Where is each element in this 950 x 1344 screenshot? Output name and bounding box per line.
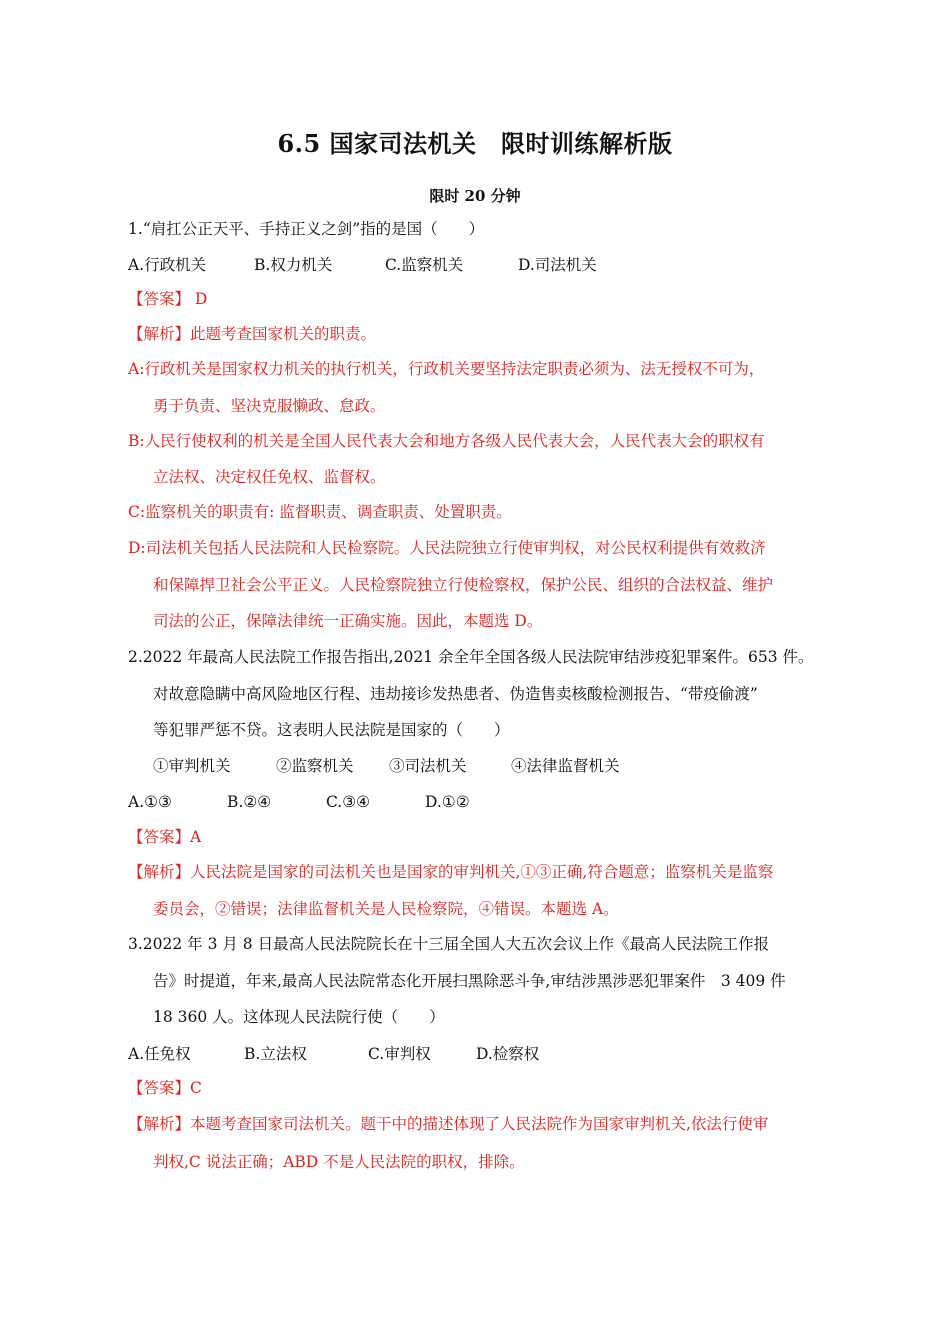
q2-option-b: B.②④ <box>227 793 272 811</box>
q1-option-c: C.监察机关 <box>385 256 464 274</box>
q1-analysis-line: 司法的公正，保障法律统一正确实施。因此，本题选 D。 <box>153 612 543 630</box>
q3-answer: 【答案】C <box>128 1079 202 1097</box>
q2-analysis-line: 委员会，②错误；法律监督机关是人民检察院，④错误。本题选 A。 <box>153 900 619 918</box>
q2-stem-line: 对故意隐瞒中高风险地区行程、违劫接诊发热患者、伪造售卖核酸检测报告、“带疫偷渡” <box>153 685 758 703</box>
q2-stem-line: 等犯罪严惩不贷。这表明人民法院是国家的（ ） <box>153 721 510 739</box>
q1-analysis-line: 勇于负责、坚决克服懒政、怠政。 <box>153 397 386 415</box>
q1-answer: 【答案】 D <box>128 290 208 308</box>
q1-option-a: A.行政机关 <box>128 256 207 274</box>
q1-analysis-line: 和保障捍卫社会公平正义。人民检察院独立行使检察权，保护公民、组织的合法权益、维护 <box>153 576 774 594</box>
page-title: 6.5 国家司法机关 限时训练解析版 <box>277 129 673 158</box>
q1-analysis-line: A:行政机关是国家权力机关的执行机关，行政机关要坚持法定职责必须为、法无授权不可为， <box>128 360 765 378</box>
q3-analysis-line: 判权,C 说法正确；ABD 不是人民法院的职权，排除。 <box>153 1153 525 1171</box>
q2-items <box>153 756 620 776</box>
q1-analysis-line: D:司法机关包括人民法院和人民检察院。人民法院独立行使审判权，对公民权利提供有效救济 <box>128 539 766 557</box>
q2-item: ①审判机关 <box>153 757 231 775</box>
q2-item: ④法律监督机关 <box>511 757 620 775</box>
q1-options <box>128 255 597 275</box>
q1-option-d: D.司法机关 <box>518 256 597 274</box>
q2-item: ③司法机关 <box>389 757 467 775</box>
q1-analysis-line: B:人民行使权利的机关是全国人民代表大会和地方各级人民代表大会，人民代表大会的职权有 <box>128 432 765 450</box>
q2-options <box>128 792 470 812</box>
q2-option-d: D.①② <box>425 793 470 811</box>
q2-item: ②监察机关 <box>276 757 354 775</box>
q2-stem-line: 2.2022 年最高人民法院工作报告指出,2021 余全年全国各级人民法院审结涉疫犯罪案件。653 件。 <box>128 648 814 666</box>
q3-stem-line: 18 360 人。这体现人民法院行使（ ） <box>153 1008 445 1026</box>
q3-option-d: D.检察权 <box>476 1045 540 1063</box>
q3-option-c: C.审判权 <box>368 1045 431 1063</box>
q3-options <box>128 1044 539 1064</box>
q1-analysis-line: C:监察机关的职责有: 监督职责、调查职责、处置职责。 <box>128 503 512 521</box>
q2-option-a: A.①③ <box>128 793 172 811</box>
q2-analysis-line: 【解析】人民法院是国家的司法机关也是国家的审判机关,①③正确,符合题意；监察机关是监察 <box>128 863 774 881</box>
q3-option-b: B.立法权 <box>244 1045 307 1063</box>
q3-option-a: A.任免权 <box>128 1045 191 1063</box>
q3-stem-line: 告》时提道，年来,最高人民法院常态化开展扫黑除恶斗争,审结涉黑涉恶犯罪案件 3 409 件 <box>153 972 786 990</box>
q2-option-c: C.③④ <box>326 793 371 811</box>
q3-stem-line: 3.2022 年 3 月 8 日最高人民法院院长在十三届全国人大五次会议上作《最高人民法院工作报 <box>128 935 770 953</box>
q1-analysis-intro: 【解析】此题考查国家机关的职责。 <box>128 325 377 343</box>
q1-option-b: B.权力机关 <box>254 256 333 274</box>
q1-stem: 1.“肩扛公正天平、手持正义之剑”指的是国（ ） <box>128 220 485 238</box>
q2-answer: 【答案】A <box>128 828 202 846</box>
q1-analysis-line: 立法权、决定权任免权、监督权。 <box>153 468 386 486</box>
q3-analysis-line: 【解析】本题考查国家司法机关。题干中的描述体现了人民法院作为国家审判机关,依法行使审 <box>128 1115 769 1133</box>
time-limit: 限时 20 分钟 <box>429 187 521 205</box>
